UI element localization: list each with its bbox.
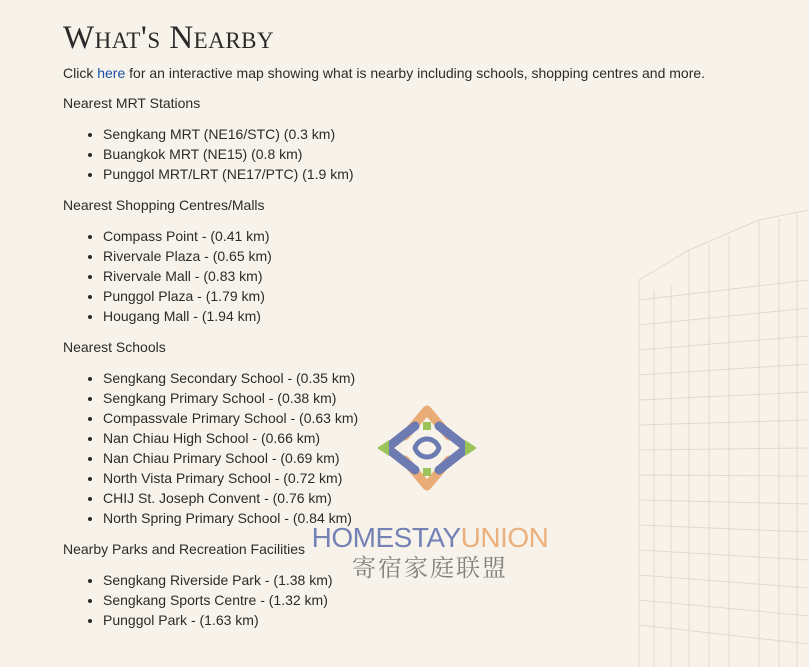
list-item: • Rivervale Mall - (0.83 km) <box>103 266 763 286</box>
list-item: • Sengkang Secondary School - (0.35 km) <box>103 368 763 388</box>
section-title: Nearby Parks and Recreation Facilities <box>63 541 305 557</box>
section-malls <box>63 196 763 326</box>
list-item: • Nan Chiau Primary School - (0.69 km) <box>103 448 763 468</box>
list-item: • CHIJ St. Joseph Convent - (0.76 km) <box>103 488 763 508</box>
whats-nearby-panel <box>63 18 763 630</box>
list-item: • Buangkok MRT (NE15) (0.8 km) <box>103 144 763 164</box>
schools-list <box>63 368 763 528</box>
section-parks <box>63 540 763 630</box>
section-title: Nearest Schools <box>63 339 166 355</box>
watermark-text-part1: HOMESTAY <box>311 522 461 553</box>
list-item: • North Spring Primary School - (0.84 km) <box>103 508 763 528</box>
intro-prefix: Click <box>63 65 98 81</box>
list-item: • Sengkang Primary School - (0.38 km) <box>103 388 763 408</box>
list-item: • Hougang Mall - (1.94 km) <box>103 306 763 326</box>
page-title: What's Nearby <box>63 20 275 56</box>
list-item: • Compass Point - (0.41 km) <box>103 226 763 246</box>
list-item: • Sengkang MRT (NE16/STC) (0.3 km) <box>103 124 763 144</box>
list-item: • Punggol Plaza - (1.79 km) <box>103 286 763 306</box>
list-item: • Rivervale Plaza - (0.65 km) <box>103 246 763 266</box>
section-title: Nearest MRT Stations <box>63 95 201 111</box>
section-mrt <box>63 94 763 184</box>
list-item: • Sengkang Sports Centre - (1.32 km) <box>103 590 763 610</box>
section-title: Nearest Shopping Centres/Malls <box>63 197 265 213</box>
watermark-chinese-subtitle: 寄宿家庭联盟 <box>352 554 508 582</box>
interactive-map-link[interactable]: here <box>97 65 126 81</box>
list-item: • North Vista Primary School - (0.72 km) <box>103 468 763 488</box>
watermark-text-part2: UNION <box>460 522 549 553</box>
intro-suffix: for an interactive map showing what is nearby including schools, shopping centres and more. <box>125 65 706 81</box>
list-item: • Punggol MRT/LRT (NE17/PTC) (1.9 km) <box>103 164 763 184</box>
list-item: • Nan Chiau High School - (0.66 km) <box>103 428 763 448</box>
mrt-list <box>63 124 763 184</box>
list-item: • Punggol Park - (1.63 km) <box>103 610 763 630</box>
intro-text <box>63 64 763 82</box>
malls-list <box>63 226 763 326</box>
parks-list <box>63 570 763 630</box>
list-item: • Compassvale Primary School - (0.63 km) <box>103 408 763 428</box>
section-schools <box>63 338 763 528</box>
list-item: • Sengkang Riverside Park - (1.38 km) <box>103 570 763 590</box>
